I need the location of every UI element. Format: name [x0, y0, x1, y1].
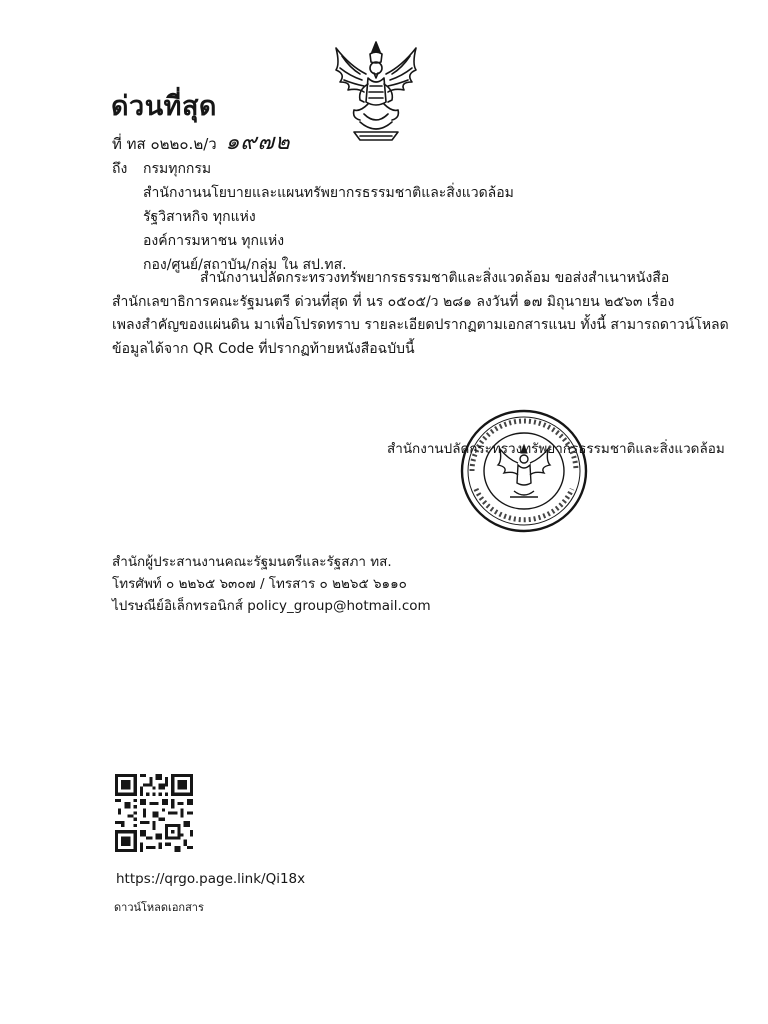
body-line: สำนักงานปลัดกระทรวงทรัพยากรธรรมชาติและสิ่งแวดล้อม ขอส่งสำเนาหนังสือ — [200, 270, 670, 286]
garuda-emblem-icon — [330, 40, 422, 144]
document-number-printed: ที่ ทส ๐๒๒๐.๒/ว — [112, 135, 217, 153]
urgency-heading: ด่วนที่สุด — [111, 91, 217, 122]
recipient-item: รัฐวิสาหกิจ ทุกแห่ง — [143, 209, 256, 225]
qr-code[interactable] — [115, 774, 193, 852]
document-number — [112, 124, 291, 159]
recipient-item: กอง/ศูนย์/สถาบัน/กลุ่ม ใน สป.ทส. — [143, 257, 347, 273]
contact-department: สำนักผู้ประสานงานคณะรัฐมนตรีและรัฐสภา ทส. — [112, 554, 392, 570]
body-paragraph — [112, 267, 729, 361]
contact-phone-fax: โทรศัพท์ ๐ ๒๒๖๕ ๖๓๐๗ / โทรสาร ๐ ๒๒๖๕ ๖๑๑๐ — [112, 576, 407, 592]
signature-office: สำนักงานปลัดกระทรวงทรัพยากรธรรมชาติและสิ่งแวดล้อม — [387, 441, 725, 457]
recipients-label: ถึง — [112, 161, 128, 177]
body-line: ข้อมูลได้จาก QR Code ที่ปรากฏท้ายหนังสือฉบับนี้ — [112, 340, 415, 357]
recipient-item: สำนักงานนโยบายและแผนทรัพยากรธรรมชาติและสิ่งแวดล้อม — [143, 185, 514, 201]
download-label: ดาวน์โหลดเอกสาร — [114, 901, 204, 914]
recipient-item: องค์การมหาชน ทุกแห่ง — [143, 233, 285, 249]
body-line: สำนักเลขาธิการคณะรัฐมนตรี ด่วนที่สุด ที่ นร ๐๕๐๕/ว ๒๘๑ ลงวันที่ ๑๗ มิถุนายน ๒๕๖๓ เรื่อง — [112, 293, 675, 310]
contact-email: ไปรษณีย์อิเล็กทรอนิกส์ policy_group@hotmail.com — [112, 598, 431, 614]
body-line: เพลงสำคัญของแผ่นดิน มาเพื่อโปรดทราบ รายละเอียดปรากฏตามเอกสารแนบ ทั้งนี้ สามารถดาวน์โหลด — [112, 317, 729, 333]
official-seal-icon — [458, 407, 590, 535]
document-number-handwritten: ๑๙๗๒ — [225, 130, 291, 155]
download-url[interactable]: https://qrgo.page.link/Qi18x — [116, 871, 306, 887]
recipient-item: กรมทุกกรม — [143, 161, 212, 177]
